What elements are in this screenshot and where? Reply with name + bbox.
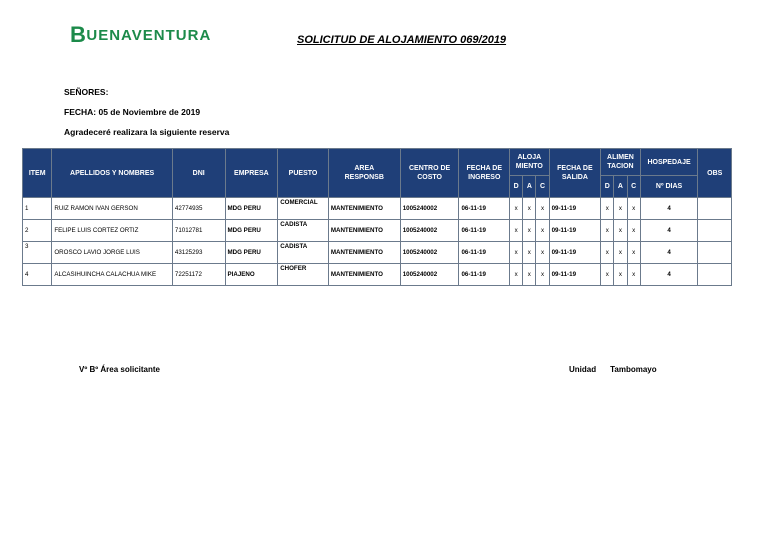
cell-checkout: 09-11-19 (549, 264, 601, 286)
header-obs: OBS (698, 149, 732, 198)
header-lodging-c: C (536, 176, 549, 198)
cell-days: 4 (640, 264, 698, 286)
cell-checkin: 06-11-19 (459, 220, 510, 242)
cell-checkout: 09-11-19 (549, 198, 601, 220)
table-row (23, 220, 732, 242)
cell-item: 3 (23, 242, 52, 264)
reservation-table (22, 148, 732, 286)
header-area-line2: RESPONSB (344, 174, 384, 181)
cell-checkin: 06-11-19 (459, 264, 510, 286)
cell-checkin: 06-11-19 (459, 242, 510, 264)
approval-label: Vº Bº Área solicitante (79, 365, 160, 374)
cell-food-a: x (614, 198, 627, 220)
header-cost-center (400, 149, 459, 198)
unit-value: Tambomayo (610, 365, 657, 374)
header-area (328, 149, 400, 198)
cell-company: PIAJENO (225, 264, 278, 286)
header-food-line2: TACION (607, 163, 634, 170)
date-line: FECHA: 05 de Noviembre de 2019 (64, 107, 201, 117)
cell-checkin: 06-11-19 (459, 198, 510, 220)
cell-food-a: x (614, 220, 627, 242)
header-lodging-a: A (523, 176, 536, 198)
cell-cost-center: 1005240002 (400, 264, 459, 286)
cell-lodging-d: x (510, 198, 523, 220)
cell-food-c: x (627, 264, 640, 286)
cell-lodging-d: x (510, 220, 523, 242)
header-cost-line2: COSTO (417, 174, 442, 181)
cell-cost-center: 1005240002 (400, 220, 459, 242)
cell-item: 1 (23, 198, 52, 220)
cell-area: MANTENIMIENTO (328, 242, 400, 264)
cell-obs (698, 220, 732, 242)
header-row (23, 149, 732, 176)
header-lodging-line1: ALOJA (517, 154, 542, 161)
cell-food-c: x (627, 220, 640, 242)
header-checkout-line1: FECHA DE (557, 165, 593, 172)
document-title: SOLICITUD DE ALOJAMIENTO 069/2019 (297, 34, 507, 46)
header-checkin (459, 149, 510, 198)
cell-lodging-d: x (510, 242, 523, 264)
logo-text: UENAVENTURA (86, 26, 212, 44)
cell-area: MANTENIMIENTO (328, 198, 400, 220)
header-position: PUESTO (278, 149, 329, 198)
header-cost-line1: CENTRO DE (408, 165, 451, 172)
cell-cost-center: 1005240002 (400, 198, 459, 220)
table-row (23, 198, 732, 220)
cell-position: CADISTA (278, 242, 329, 264)
cell-name: RUIZ RAMON IVAN GERSON (52, 198, 173, 220)
cell-food-a: x (614, 242, 627, 264)
cell-dni: 42774935 (172, 198, 225, 220)
company-logo (70, 22, 211, 48)
cell-position: CADISTA (278, 220, 329, 242)
cell-lodging-c: x (536, 264, 549, 286)
cell-food-d: x (601, 198, 614, 220)
cell-position: COMERCIAL (278, 198, 329, 220)
header-checkin-line2: INGRESO (468, 174, 501, 181)
header-item: ITEM (23, 149, 52, 198)
cell-position: CHOFER (278, 264, 329, 286)
cell-cost-center: 1005240002 (400, 242, 459, 264)
cell-food-c: x (627, 242, 640, 264)
cell-dni: 43125293 (172, 242, 225, 264)
header-checkout (549, 149, 601, 198)
header-area-line1: AREA (354, 165, 375, 172)
header-food-d: D (601, 176, 614, 198)
cell-obs (698, 242, 732, 264)
header-days: Nº DIAS (640, 176, 698, 198)
header-stay: HOSPEDAJE (640, 149, 698, 176)
cell-food-c: x (627, 198, 640, 220)
cell-lodging-a: x (523, 220, 536, 242)
header-lodging (510, 149, 549, 176)
header-lodging-d: D (510, 176, 523, 198)
table-row (23, 242, 732, 264)
header-food (601, 149, 640, 176)
cell-item: 2 (23, 220, 52, 242)
cell-lodging-a: x (523, 242, 536, 264)
cell-company: MDG PERU (225, 242, 278, 264)
header-names: APELLIDOS Y NOMBRES (52, 149, 173, 198)
cell-food-d: x (601, 220, 614, 242)
unit-block (569, 365, 657, 374)
header-checkin-line1: FECHA DE (466, 165, 503, 172)
cell-dni: 71012781 (172, 220, 225, 242)
cell-area: MANTENIMIENTO (328, 220, 400, 242)
cell-checkout: 09-11-19 (549, 242, 601, 264)
cell-lodging-a: x (523, 198, 536, 220)
header-dni: DNI (172, 149, 225, 198)
cell-checkout: 09-11-19 (549, 220, 601, 242)
cell-company: MDG PERU (225, 220, 278, 242)
cell-lodging-c: x (536, 198, 549, 220)
header-company: EMPRESA (225, 149, 278, 198)
cell-days: 4 (640, 198, 698, 220)
cell-lodging-d: x (510, 264, 523, 286)
cell-days: 4 (640, 242, 698, 264)
cell-lodging-a: x (523, 264, 536, 286)
cell-company: MDG PERU (225, 198, 278, 220)
cell-food-d: x (601, 242, 614, 264)
header-lodging-line2: MIENTO (515, 163, 543, 170)
unit-label: Unidad (569, 365, 597, 374)
cell-lodging-c: x (536, 242, 549, 264)
logo-mark: B (70, 22, 87, 47)
header-checkout-line2: SALIDA (561, 174, 588, 181)
cell-name: OROSCO LAVIO JORGE LUIS (52, 242, 173, 264)
header-food-line1: ALIMEN (607, 154, 634, 161)
request-line: Agradeceré realizara la siguiente reserva (64, 127, 230, 137)
cell-name: FELIPE LUIS CORTEZ ORTIZ (52, 220, 173, 242)
cell-item: 4 (23, 264, 52, 286)
table-row (23, 264, 732, 286)
cell-area: MANTENIMIENTO (328, 264, 400, 286)
cell-lodging-c: x (536, 220, 549, 242)
cell-food-a: x (614, 264, 627, 286)
cell-obs (698, 264, 732, 286)
cell-obs (698, 198, 732, 220)
cell-food-d: x (601, 264, 614, 286)
cell-days: 4 (640, 220, 698, 242)
header-food-a: A (614, 176, 627, 198)
cell-dni: 72251172 (172, 264, 225, 286)
recipient-line: SEÑORES: (64, 87, 109, 97)
cell-name: ALCASIHUINCHA CALACHUA MIKE (52, 264, 173, 286)
header-food-c: C (627, 176, 640, 198)
